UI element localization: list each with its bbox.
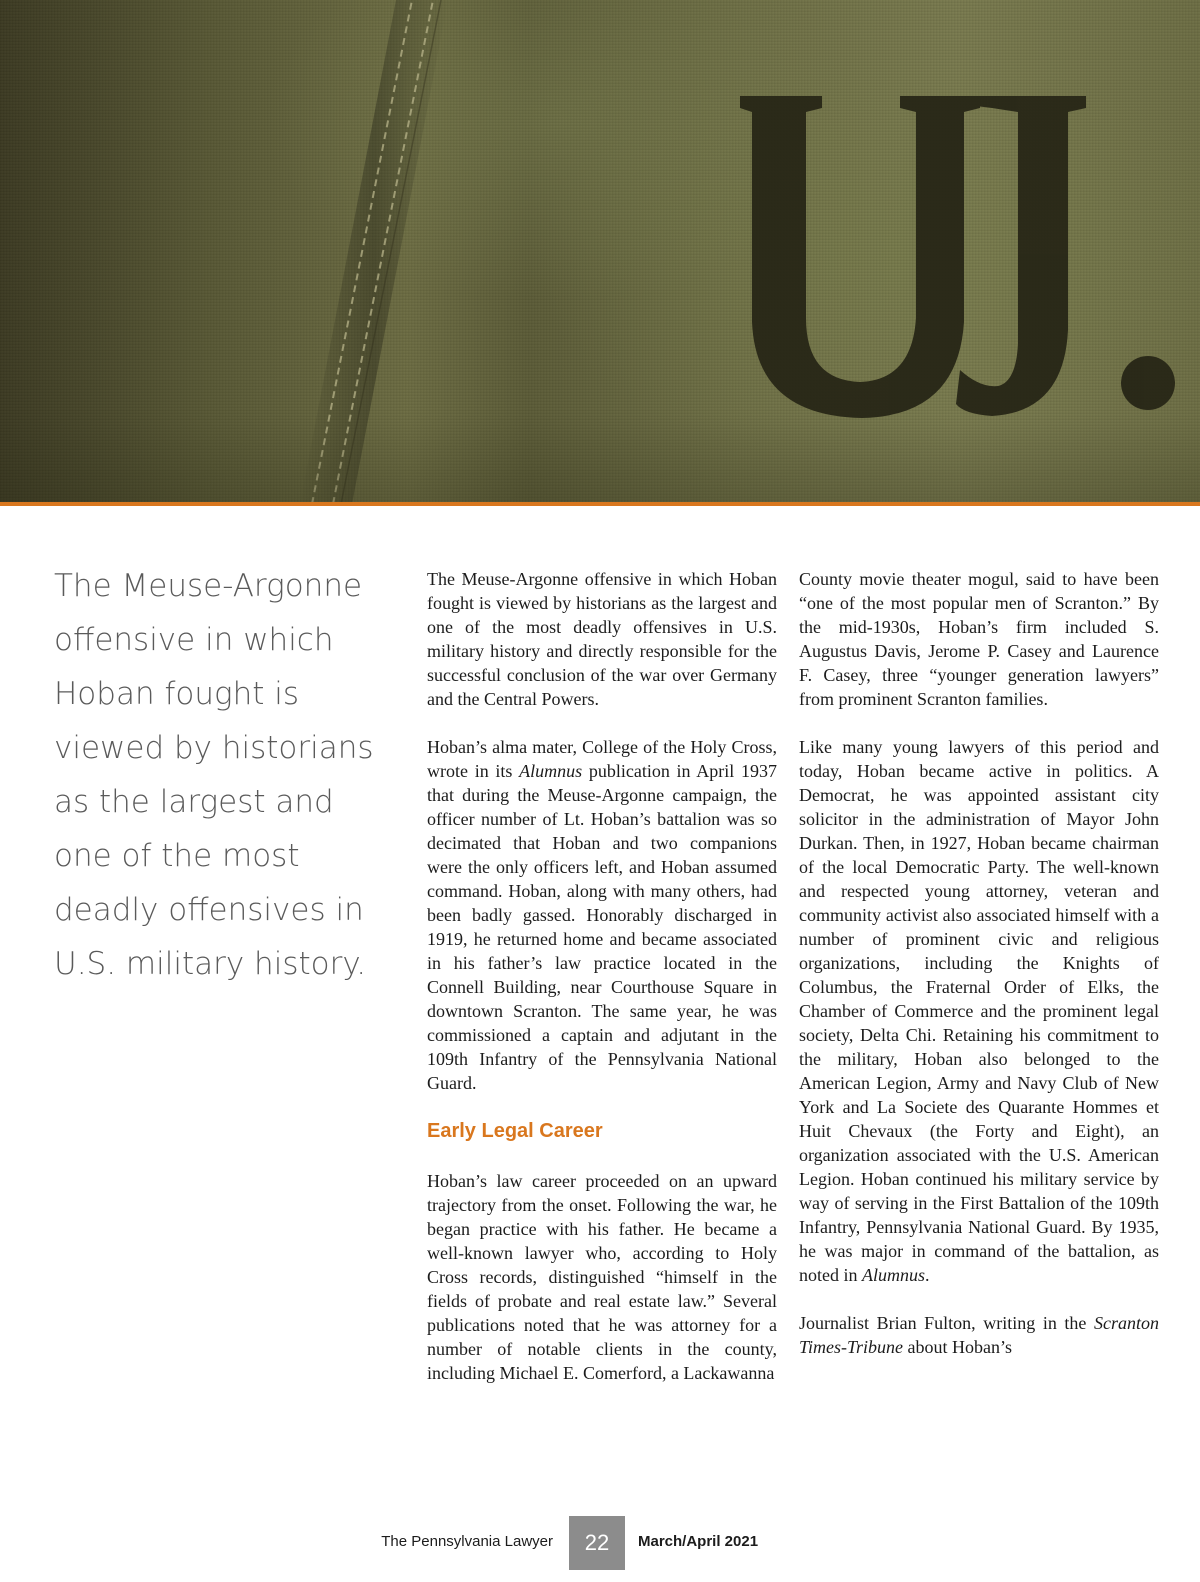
publication-name: The Pennsylvania Lawyer [381,1533,553,1550]
article-column-2 [799,567,1159,1359]
page-footer [0,1516,1200,1570]
article-column-1 [427,567,777,1385]
section-heading: Early Legal Career [427,1120,603,1142]
page-number: 22 [569,1516,625,1570]
paragraph: Hoban’s law career proceeded on an upward trajectory from the onset. Following the war, he began practice with his father. He became a well-known lawyer who, according to Holy Cross records, distinguished “himself in the fields of probate and real estate law.” Several publications noted that he was attorney for a number of notable clients in the county, including Michael E. Comerford, a Lackawanna [427,1171,777,1383]
orange-divider [0,502,1200,506]
hero-image [0,0,1200,504]
paragraph: County movie theater mogul, said to have been “one of the most popular men of Scranton.” By the mid-1930s, Hoban’s firm included S. Augustus Davis, Jerome P. Casey and Laurence F. Casey, three “younger generation lawyers” from prominent Scranton families. [799,569,1159,709]
fabric-stencil-icon [0,0,1200,504]
paragraph: The Meuse-Argonne offensive in which Hoban fought is viewed by historians as the largest and one of the most deadly offensives in U.S. military history and directly responsible for the successful conclusion of the war over Germany and the Central Powers. [427,569,777,709]
paragraph: Journalist Brian Fulton, writing in the Scranton Times-Tribune about Hoban’s [799,1313,1159,1357]
pull-quote: The Meuse-Argonne offensive in which Hoban fought is viewed by historians as the largest and one of the most deadly offensives in U.S. military history. [54,568,374,982]
issue-date: March/April 2021 [638,1533,759,1550]
paragraph: Hoban’s alma mater, College of the Holy Cross, wrote in its Alumnus publication in April 1937 that during the Meuse-Argonne campaign, the officer number of Lt. Hoban’s battalion was so decimated that Hoban and two companions were the only officers left, and Hoban assumed command. Hoban, along with many others, had been badly gassed. Honorably discharged in 1919, he returned home and became associated in his father’s law practice located in the Connell Building, near Courthouse Square in downtown Scranton. The same year, he was commissioned a captain and adjutant in the 109th Infantry of the Pennsylvania National Guard. [427,737,777,1093]
paragraph: Like many young lawyers of this period and today, Hoban became active in politics. A Democrat, he was appointed assistant city solicitor in the administration of Mayor John Durkan. Then, in 1927, Hoban became chairman of the local Democratic Party. The well-known and respected young attorney, veteran and community activist also associated himself with a number of prominent civic and religious organizations, including the Knights of Columbus, the Fraternal Order of Elks, the Chamber of Commerce and the prominent legal society, Delta Chi. Retaining his commitment to the military, Hoban also belonged to the American Legion, Army and Navy Club of New York and La Societe des Quarante Hommes et Huit Chevaux (the Forty and Eight), an organization associated with the U.S. American Legion. Hoban continued his military service by way of serving in the First Battalion of the 109th Infantry, Pennsylvania National Guard. By 1935, he was major in command of the battalion, as noted in Alumnus. [799,737,1159,1285]
